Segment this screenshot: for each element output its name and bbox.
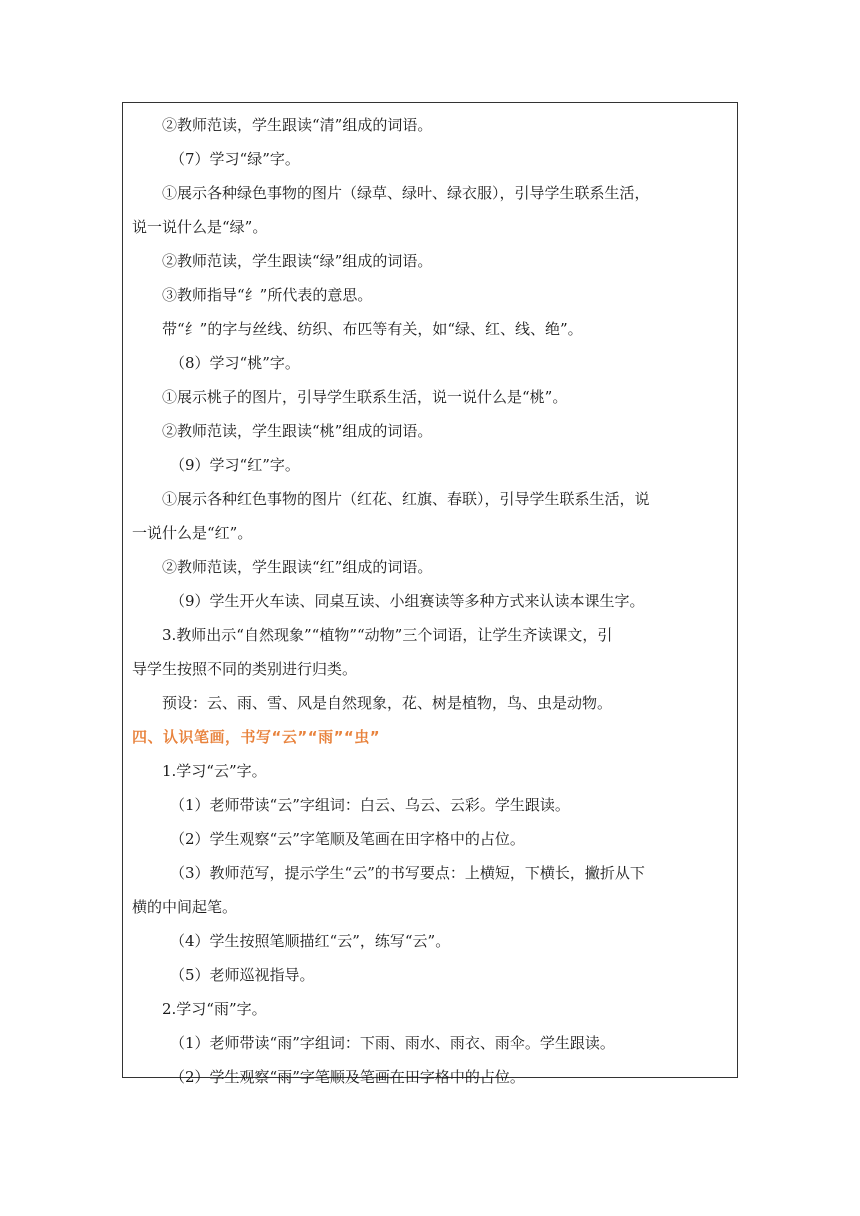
section-heading: 四、认识笔画，书写“云”“雨”“虫”: [132, 728, 381, 746]
lesson-plan-table-cell: [122, 102, 738, 1086]
lesson-text-body: [132, 108, 731, 1094]
text-line: ①展示桃子的图片，引导学生联系生活，说一说什么是“桃”。: [162, 388, 568, 406]
text-line: （9）学生开火车读、同桌互读、小组赛读等多种方式来认读本课生字。: [170, 592, 645, 610]
text-line: 带“纟”的字与丝线、纺织、布匹等有关，如“绿、红、线、绝”。: [162, 320, 583, 338]
text-line: （5）老师巡视指导。: [170, 966, 315, 984]
text-line: （9）学习“红”字。: [170, 456, 300, 474]
text-line: ②教师范读，学生跟读“桃”组成的词语。: [162, 422, 433, 440]
text-line: ②教师范读，学生跟读“绿”组成的词语。: [162, 252, 433, 270]
text-line: 3.教师出示“自然现象”“植物”“动物”三个词语，让学生齐读课文，引: [162, 626, 613, 644]
text-line: 导学生按照不同的类别进行归类。: [132, 660, 358, 678]
text-line: （8）学习“桃”字。: [170, 354, 300, 372]
text-line: 说一说什么是“绿”。: [132, 218, 268, 236]
text-line: ①展示各种红色事物的图片（红花、红旗、春联），引导学生联系生活，说: [162, 490, 650, 508]
text-line: 一说什么是“红”。: [132, 524, 253, 542]
text-line: ①展示各种绿色事物的图片（绿草、绿叶、绿衣服），引导学生联系生活，: [162, 184, 650, 202]
text-line: ②教师范读，学生跟读“清”组成的词语。: [162, 116, 433, 134]
text-line: 1.学习“云”字。: [162, 762, 267, 780]
text-line: （2）学生观察“云”字笔顺及笔画在田字格中的占位。: [170, 830, 525, 848]
text-line: 横的中间起笔。: [132, 898, 238, 916]
text-line: 2.学习“雨”字。: [162, 1000, 267, 1018]
text-line: ③教师指导“纟”所代表的意思。: [162, 286, 373, 304]
text-line: （1）老师带读“云”字组词：白云、乌云、云彩。学生跟读。: [170, 796, 570, 814]
text-line: （2）学生观察“雨”字笔顺及笔画在田字格中的占位。: [170, 1068, 525, 1086]
text-line: （3）教师范写，提示学生“云”的书写要点：上横短，下横长，撇折从下: [170, 864, 645, 882]
text-line: ②教师范读，学生跟读“红”组成的词语。: [162, 558, 433, 576]
text-line: （4）学生按照笔顺描红“云”，练写“云”。: [170, 932, 451, 950]
text-line: （7）学习“绿”字。: [170, 150, 300, 168]
text-line: （1）老师带读“雨”字组词：下雨、雨水、雨衣、雨伞。学生跟读。: [170, 1034, 615, 1052]
text-line: 预设：云、雨、雪、风是自然现象，花、树是植物，鸟、虫是动物。: [162, 694, 613, 712]
